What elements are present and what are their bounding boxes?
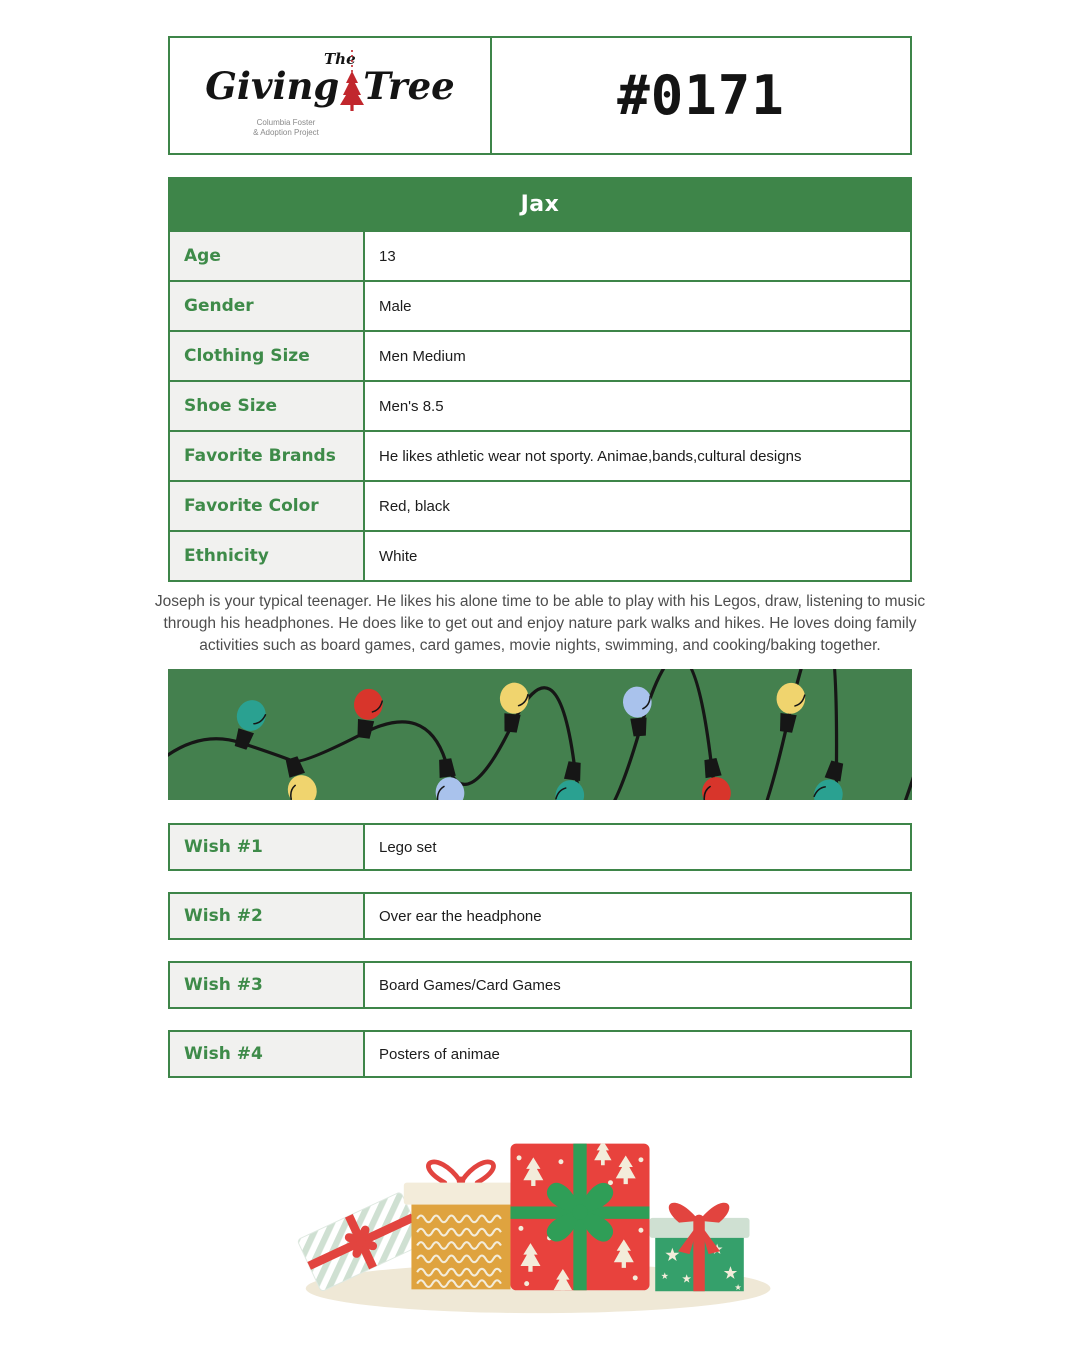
gifts-illustration xyxy=(168,1116,912,1316)
row-value: Male xyxy=(379,297,412,315)
row-label: Ethnicity xyxy=(170,532,365,580)
row-label: Favorite Brands xyxy=(170,432,365,480)
logo-art xyxy=(204,46,456,146)
child-description: Joseph is your typical teenager. He likes his alone time to be able to play with his Legos, draw, listening to music through his headphones. He does like to get out and enjoy nature park walks and hikes. He loves doing family activities such as board games, card games, movie nights, swimming, and cooking/baking together. xyxy=(154,593,926,654)
wish-label: Wish #3 xyxy=(170,963,365,1007)
child-name: Jax xyxy=(170,179,910,230)
row-value: Men's 8.5 xyxy=(379,397,444,415)
row-value: Red, black xyxy=(379,497,450,515)
wish-value: Posters of animae xyxy=(379,1045,500,1063)
wish-row-2 xyxy=(168,892,912,940)
wish-value: Lego set xyxy=(379,838,437,856)
logo-subtitle-line1: Columbia Foster xyxy=(256,117,316,127)
header xyxy=(168,36,912,155)
row-value: 13 xyxy=(379,247,396,265)
logo-wordmark xyxy=(204,64,456,108)
row-value: White xyxy=(379,547,418,565)
table-row-gender xyxy=(170,280,910,330)
wish-row-4 xyxy=(168,1030,912,1078)
wish-row-1 xyxy=(168,823,912,871)
christmas-presents-icon xyxy=(290,1116,790,1316)
row-value: Men Medium xyxy=(379,347,466,365)
row-value: He likes athletic wear not sporty. Animae,bands,cultural designs xyxy=(379,447,802,465)
table-row-shoe-size xyxy=(170,380,910,430)
row-label: Clothing Size xyxy=(170,332,365,380)
logo-the-text: The xyxy=(324,49,356,68)
wish-row-3 xyxy=(168,961,912,1009)
row-label: Favorite Color xyxy=(170,482,365,530)
christmas-tree-ornament-icon xyxy=(338,50,366,116)
wish-value: Over ear the headphone xyxy=(379,907,542,925)
wish-value: Board Games/Card Games xyxy=(379,976,561,994)
string-lights-icon xyxy=(168,669,912,800)
row-label: Gender xyxy=(170,282,365,330)
wish-label: Wish #4 xyxy=(170,1032,365,1076)
logo-tree-text: Tree xyxy=(363,63,455,108)
table-row-ethnicity xyxy=(170,530,910,580)
case-number: #0171 xyxy=(617,64,785,127)
logo-subtitle-line2: & Adoption Project xyxy=(253,128,319,138)
christmas-lights-banner xyxy=(168,669,912,800)
profile-table xyxy=(168,177,912,582)
table-row-age xyxy=(170,230,910,280)
wish-label: Wish #1 xyxy=(170,825,365,869)
row-label: Age xyxy=(170,232,365,280)
row-label: Shoe Size xyxy=(170,382,365,430)
wish-label: Wish #2 xyxy=(170,894,365,938)
logo-subtitle xyxy=(226,118,346,140)
table-row-favorite-brands xyxy=(170,430,910,480)
table-row-clothing-size xyxy=(170,330,910,380)
giving-tree-logo xyxy=(170,38,492,153)
table-row-favorite-color xyxy=(170,480,910,530)
logo-giving-text: Giving xyxy=(205,63,340,108)
